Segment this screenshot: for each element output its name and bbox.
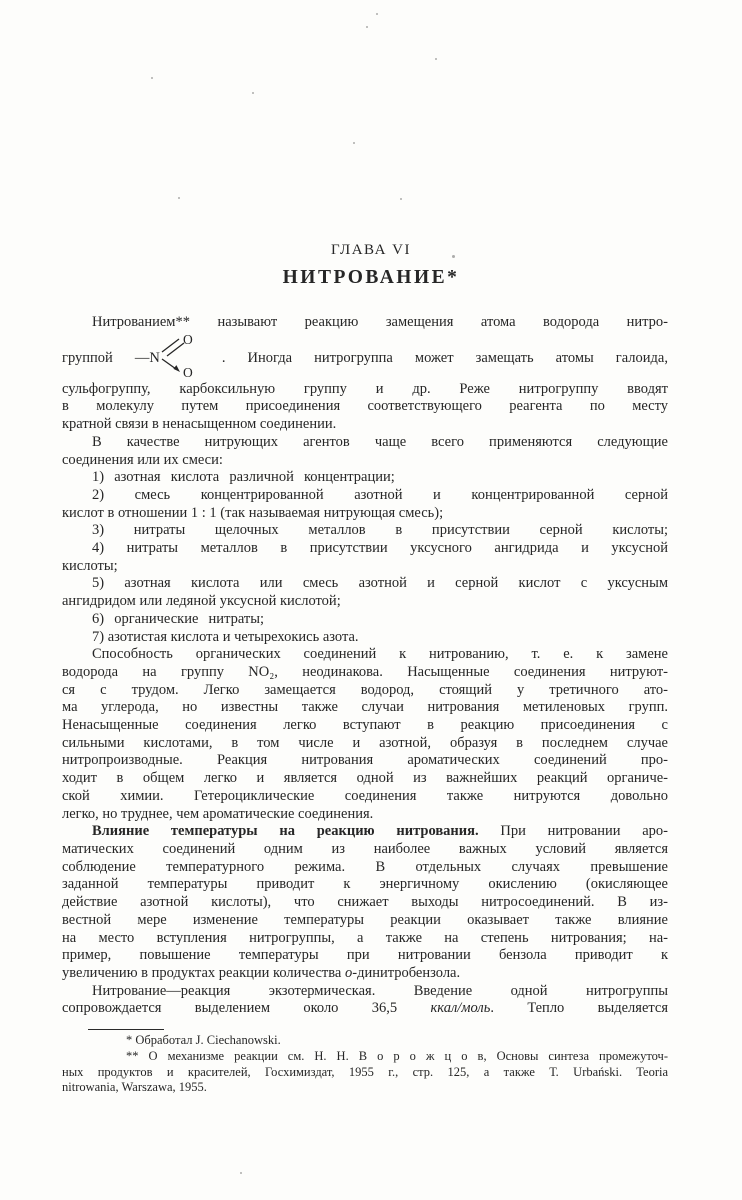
footnotes [62, 1033, 668, 1096]
paragraph [62, 575, 668, 610]
text-line [62, 314, 668, 332]
text-segment: кислот в отношении 1 : 1 (так называемая нитрующая смесь); [62, 504, 444, 521]
text-line [62, 983, 668, 1001]
text-line [62, 735, 668, 753]
text-line [62, 452, 668, 470]
text-segment: Способность органических соединений к нитрованию, т. е. к замене [92, 646, 668, 663]
paragraph [62, 540, 668, 575]
svg-text:O: O [182, 331, 193, 347]
text-line [62, 398, 668, 416]
paragraph [62, 983, 668, 1018]
paragraph [62, 487, 668, 522]
text-segment: сульфогруппу, карбоксильную группу и др. Реже нитрогруппу вводят [62, 380, 668, 397]
text-segment: на место вступления нитрогруппы, а также на степень нитрования; на- [62, 929, 668, 946]
text-line [62, 770, 668, 788]
text-segment: матических соединений одним из наиболее важных условий является [62, 840, 668, 857]
text-segment: увеличению в продуктах реакции количества [62, 964, 345, 981]
body-text [62, 314, 668, 1018]
text-line [62, 629, 668, 647]
chapter-heading: ГЛАВА VI [330, 242, 412, 258]
text-segment: ккал/моль [430, 1000, 491, 1017]
text-line [62, 381, 668, 399]
text-line [62, 894, 668, 912]
text-segment: кислоты; [62, 557, 118, 574]
text-segment: водорода на группу NO₂, неодинакова. Насыщенные соединения нитруют- [62, 663, 668, 680]
text-line [62, 947, 668, 965]
text-segment: 2) смесь концентрированной азотной и концентрированной серной [92, 486, 668, 503]
text-line [62, 752, 668, 770]
scan-speck [452, 255, 455, 258]
text-segment: ** О механизме реакции см. Н. Н. В о р о ж ц о в, Основы синтеза промежуточ- [126, 1048, 668, 1063]
footnote-separator [88, 1029, 164, 1030]
paragraph [62, 314, 668, 434]
text-segment: nitrowania, Warszawa, 1955. [62, 1080, 207, 1095]
text-line [62, 575, 668, 593]
text-segment: ных продуктов и красителей, Госхимиздат, 1955 г., стр. 125, а также Т. Urbański. Teoria [62, 1064, 668, 1079]
text-segment: соблюдение температурного режима. В отдельных случаях превышение [62, 858, 668, 875]
scan-speck [151, 77, 153, 79]
text-line [62, 876, 668, 894]
text-segment: пример, повышение температуры при нитровании бензола приводит к [62, 947, 668, 964]
scan-speck [240, 1172, 242, 1174]
text-segment: Нитрование—реакция экзотермическая. Введение одной нитрогруппы [92, 982, 668, 999]
text-segment: нитропроизводные. Реакция нитрования ароматических соединений про- [62, 752, 668, 769]
paragraph [62, 611, 668, 629]
scan-speck [178, 197, 180, 199]
scan-speck [366, 26, 368, 28]
text-segment: о- [344, 964, 358, 981]
text-line [62, 682, 668, 700]
text-line [62, 416, 668, 434]
text-segment: в молекулу путем присоединения соответствующего реагента по месту [62, 398, 668, 415]
text-segment: В качестве нитрующих агентов чаще всего применяются следующие [92, 433, 668, 450]
nitro-group-formula [160, 331, 200, 378]
text-line [62, 717, 668, 735]
text-segment: Нитрованием** называют реакцию замещения атома водорода нитро- [92, 314, 668, 330]
text-line [62, 823, 668, 841]
scan-speck [252, 92, 254, 94]
text-line [62, 332, 668, 381]
text-line [62, 930, 668, 948]
paragraph [62, 629, 668, 647]
text-segment: ся с трудом. Легко замещается водород, стоящий у третичного ато- [62, 681, 668, 698]
svg-text:O: O [182, 364, 193, 378]
text-line [62, 788, 668, 806]
text-line [62, 859, 668, 877]
paragraph [62, 646, 668, 823]
text-segment: легко, но труднее, чем ароматические соединения. [62, 805, 374, 822]
text-segment: ма углерода, но известны также случаи нитрования метиленовых групп. [62, 699, 668, 716]
text-line [62, 841, 668, 859]
paragraph [62, 522, 668, 540]
paragraph [62, 823, 668, 982]
text-segment: динитробензола. [357, 964, 461, 981]
text-line [62, 558, 668, 576]
text-segment: 1) азотная кислота различной концентрации; [92, 469, 395, 486]
text-segment: соединения или их смеси: [62, 451, 223, 468]
text-line [62, 646, 668, 664]
text-segment: . Тепло выделяется [490, 1000, 668, 1017]
scan-speck [400, 198, 402, 200]
text-line [62, 806, 668, 824]
text-segment: ходит в общем легко и является одной из важнейших реакций органиче- [62, 770, 668, 787]
scan-speck [353, 142, 355, 144]
text-segment: . Иногда нитрогруппа может замещать атомы галоида, [199, 349, 668, 366]
text-segment: 5) азотная кислота или смесь азотной и серной кислот с уксусным [92, 575, 668, 592]
paragraph [62, 434, 668, 469]
text-line [62, 1080, 668, 1096]
text-segment: действие азотной кислоты), что снижает выходы нитросоединений. В из- [62, 894, 668, 911]
text-segment: 6) органические нитраты; [92, 610, 264, 627]
text-segment: 7) азотистая кислота и четырехокись азота. [92, 628, 359, 645]
text-segment: Ненасыщенные соединения легко вступают в реакцию присоединения с [62, 717, 668, 734]
text-line [62, 1000, 668, 1018]
text-segment: вестной мере изменение температуры реакции оказывает также влияние [62, 911, 668, 928]
scan-speck [435, 58, 437, 60]
text-line [62, 1049, 668, 1065]
text-segment: ской химии. Гетероциклические соединения также нитруются довольно [62, 787, 668, 804]
text-line [62, 912, 668, 930]
text-line [62, 1065, 668, 1081]
footnote-paragraph [62, 1049, 668, 1096]
text-segment: 3) нитраты щелочных металлов в присутствии серной кислоты; [92, 522, 668, 539]
text-segment: сопровождается выделением около 36,5 [62, 1000, 431, 1017]
text-segment: 4) нитраты металлов в присутствии уксусного ангидрида и уксусной [92, 540, 668, 557]
text-line [62, 540, 668, 558]
text-segment: При нитровании аро- [478, 823, 668, 840]
text-segment: ангидридом или ледяной уксусной кислотой; [62, 593, 341, 610]
text-segment: группой —N [62, 349, 160, 366]
text-line [62, 487, 668, 505]
page-title: НИТРОВАНИЕ* [282, 267, 460, 288]
text-segment: Влияние температуры на реакцию нитрования. [92, 823, 479, 840]
text-line [62, 1033, 668, 1049]
text-line [62, 522, 668, 540]
text-line [62, 469, 668, 487]
paragraph [62, 469, 668, 487]
text-line [62, 434, 668, 452]
text-line [62, 664, 668, 682]
footnote-paragraph [62, 1033, 668, 1049]
text-segment: заданной температуры приводит к энергичному окислению (окисляющее [62, 876, 668, 893]
text-line [62, 965, 668, 983]
text-line [62, 505, 668, 523]
text-segment: кратной связи в ненасыщенном соединении. [62, 416, 337, 433]
text-segment: * Обработал J. Ciechanowski. [126, 1033, 281, 1048]
text-line [62, 699, 668, 717]
text-segment: сильными кислотами, в том числе и азотной, образуя в последнем случае [62, 734, 668, 751]
scan-speck [376, 13, 378, 15]
text-line [62, 611, 668, 629]
text-line [62, 593, 668, 611]
